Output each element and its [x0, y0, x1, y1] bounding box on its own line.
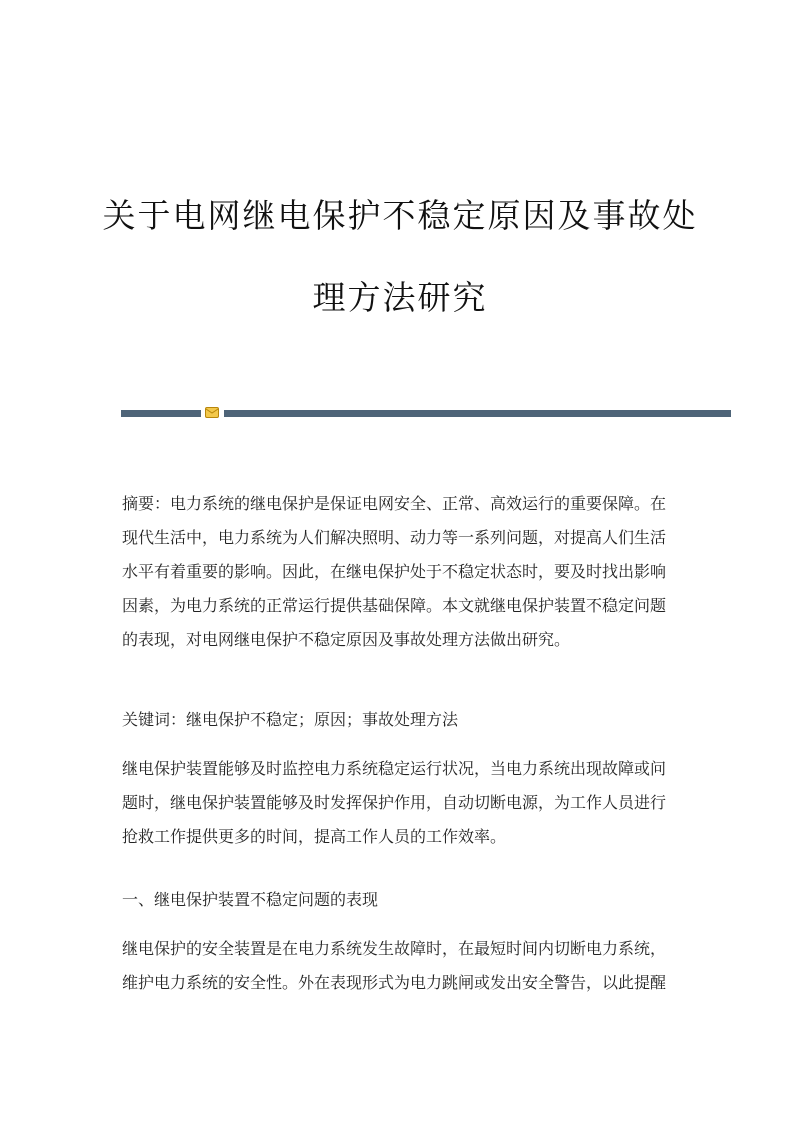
text-line: 继电保护的安全装置是在电力系统发生故障时，在最短时间内切断电力系统，	[122, 939, 667, 958]
envelope-icon	[205, 407, 219, 418]
keywords	[122, 703, 682, 737]
text-line: 摘要：电力系统的继电保护是保证电网安全、正常、高效运行的重要保障。在	[122, 494, 667, 513]
document-title-line-1: 关于电网继电保护不稳定原因及事故处	[102, 196, 698, 235]
title-divider-left	[121, 410, 201, 417]
text-line: 抢救工作提供更多的时间，提高工作人员的工作效率。	[122, 827, 507, 846]
document-title-line-2: 理方法研究	[312, 278, 488, 317]
intro-paragraph	[122, 752, 682, 854]
text-line: 因素，为电力系统的正常运行提供基础保障。本文就继电保护装置不稳定问题	[122, 596, 667, 615]
title-divider-right	[224, 410, 731, 417]
text-line: 关键词：继电保护不稳定；原因；事故处理方法	[122, 710, 459, 729]
text-line: 的表现，对电网继电保护不稳定原因及事故处理方法做出研究。	[122, 630, 571, 649]
text-line: 一、继电保护装置不稳定问题的表现	[122, 890, 379, 909]
abstract-paragraph	[122, 487, 682, 657]
text-line: 水平有着重要的影响。因此，在继电保护处于不稳定状态时，要及时找出影响	[122, 562, 667, 581]
section-1-heading	[122, 883, 682, 917]
text-line: 题时，继电保护装置能够及时发挥保护作用，自动切断电源，为工作人员进行	[122, 793, 667, 812]
text-line: 维护电力系统的安全性。外在表现形式为电力跳闸或发出安全警告，以此提醒	[122, 973, 667, 992]
text-line: 现代生活中，电力系统为人们解决照明、动力等一系列问题，对提高人们生活	[122, 528, 667, 547]
text-line: 继电保护装置能够及时监控电力系统稳定运行状况，当电力系统出现故障或问	[122, 759, 667, 778]
section-1-paragraph	[122, 932, 682, 1000]
